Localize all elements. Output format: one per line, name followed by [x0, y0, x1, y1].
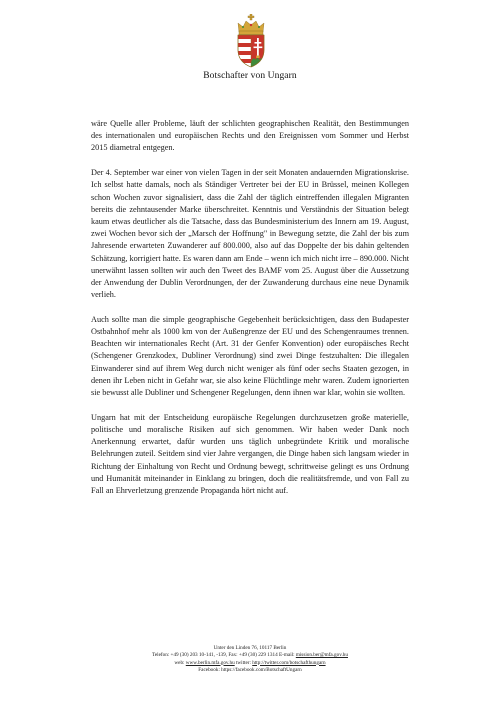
- footer-web-link[interactable]: www.berlin.mfa.gov.hu: [185, 659, 235, 666]
- footer-address: Unter den Linden 76, 10117 Berlin: [213, 645, 287, 651]
- footer-web: [0, 660, 500, 667]
- paragraph-1: wäre Quelle aller Probleme, läuft der schlichten geographischen Realität, den Bestimmungen des internationalen und europäischen Rechts und den Ereignissen vom Sommer und Herbst 2015 diametral entgegen.: [91, 119, 409, 153]
- paragraph-3: Auch sollte man die simple geographische Gegebenheit berücksichtigen, dass den Budapester Ostbahnhof mehr als 1000 km von der Außengrenze der EU und des Schengenraumes trennen. Beachten wir internationales Recht (Art. 31 der Genfer Konvention) oder europäisches Recht (Schengener Grenzkodex, Dubliner Verordnung) sind zwei Dinge festzuhalten: Die illegalen Einwanderer sind auf ihrem Weg durch nicht weniger als fünf oder sechs Staaten gezogen, in denen ihr Leben nicht in Gefahr war, sie also keine Flüchtlinge mehr waren. Zudem ignorierten sie bewusst alle Dubliner und Schengener Regelungen, denn ihnen war klar, wohin sie wollten.: [91, 314, 409, 398]
- paragraph-2: Der 4. September war einer von vielen Tagen in der seit Monaten andauernden Migrationskrise. Ich selbst hatte damals, noch als Ständiger Vertreter bei der EU in Brüssel, meinen Kollegen schon Wochen zuvor signalisiert, dass die Zahl der täglich eintreffenden illegalen Migranten bereits die zehntausender Marke überschreitet. Kenntnis und Verständnis der Situation belegt kaum etwas deutlicher als die Tatsache, dass das Bundesministerium des Innern am 19. August, zwei Wochen bevor sich der „Marsch der Hoffnung" in Bewegung setzte, die Zahl der bis zum Jahresende erwarteten Zuwanderer auf 800.000, also auf das Doppelte der bis dahin geltenden Schätzung, korrigiert hatte. Es waren dann am Ende – wenn ich mich nicht irre – 890.000. Nicht unerwähnt lassen sollten wir auch den Tweet des BAMF vom 25. August über die Aussetzung der Anwendung der Dublin Verordnungen, der der Zuwanderung durchaus eine neue Dynamik verlieh.: [91, 168, 409, 300]
- hungarian-coat-of-arms-icon: [235, 14, 267, 68]
- paragraph-4: Ungarn hat mit der Entscheidung europäische Regelungen durchzusetzen große materielle, politische und moralische Risiken auf sich genommen. Wir haben weder Dank noch Anerkennung erwartet, dafür wurden uns täglich unbegründete Kritik und moralische Belehrungen zuteil. Seitdem sind vier Jahre vergangen, die Dinge haben sich langsam wieder in Richtung der Einhaltung von Recht und Ordnung bewegt, schrittweise gelingt es uns Ordnung und Humanität miteinander in Einklang zu bringen, doch die realitätsfremde, und von Fall zu Fall an Ehrverletzung grenzende Propaganda hört nicht auf.: [91, 412, 409, 495]
- footer-phone-fax: Telefon: +49 (30) 203 10-141, -139, Fax: +49 (30) 229 1314 E-mail:: [152, 652, 296, 659]
- footer-twitter-label: twitter:: [234, 659, 253, 666]
- footer-web-label: web:: [174, 659, 186, 666]
- footer-facebook[interactable]: Facebook: https://facebook.com/BotschaftUngarn: [198, 666, 302, 673]
- footer-contact: [0, 652, 500, 659]
- footer-twitter-link[interactable]: http://twitter.com/botschafthungarn: [252, 659, 326, 666]
- letterhead-footer: [0, 645, 500, 674]
- letter-body: [91, 118, 409, 510]
- footer-email-link[interactable]: mission.ber@mfa.gov.hu: [295, 652, 348, 659]
- embassy-name: Botschafter von Ungarn: [203, 71, 297, 81]
